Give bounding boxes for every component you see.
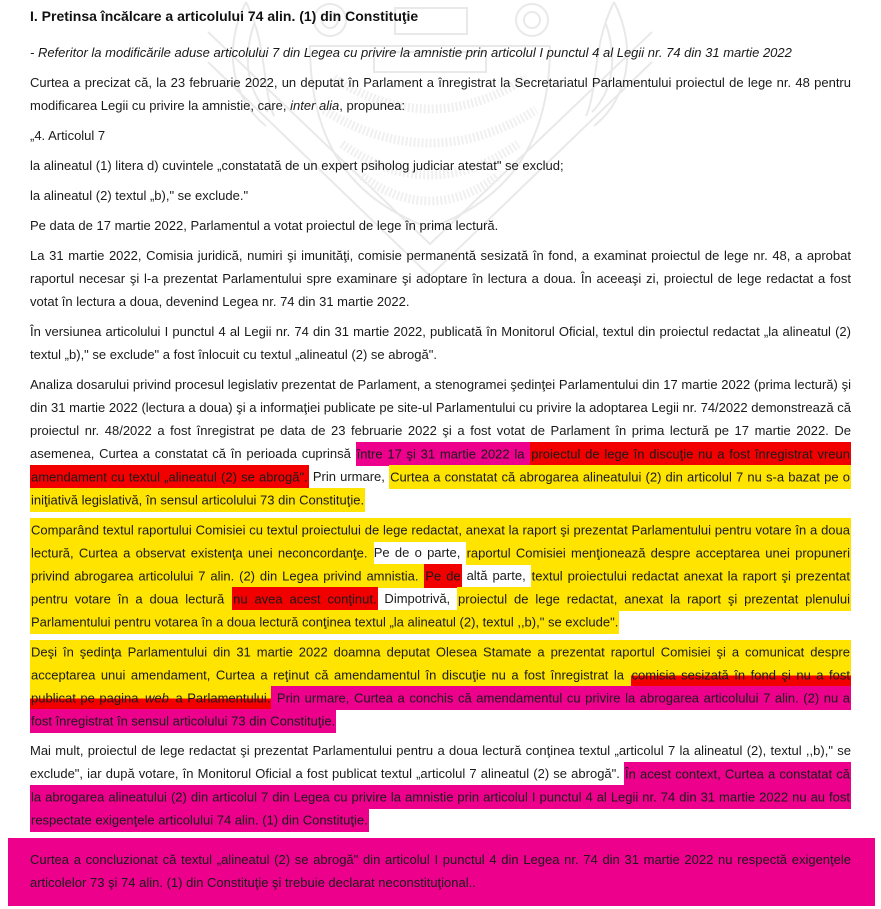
highlight-yellowred-segment: web [144,686,170,710]
highlight-yellowred-segment: comisia sesizată în fond şi nu a fost publicat pe pagina [30,663,851,710]
paragraph-curtea-precizat [30,71,851,117]
text-segment: - Referitor la modificările aduse articolului 7 din Legea cu privire la amnistie prin articolul I punctul 4 al Legii nr. 74 din 31 martie 2022 [30,45,792,60]
subheading-referitor [30,41,851,64]
paragraph-pe-data [30,214,851,237]
paragraph-alineatul-1 [30,154,851,177]
paragraph-desi-in-sedinta [30,640,851,732]
text-segment: În versiunea articolului I punctul 4 al Legii nr. 74 din 31 martie 2022, publicată în Monitorul Oficial, textul din proiectul redactat „la alineatul (2) textul „b)," se exclude" a fost înlocuit cu textul „alineatul (2) se abrogă". [30,324,851,362]
text-segment: , propunea: [339,98,406,113]
text-segment: Analiza dosarului privind procesul legislativ prezentat de Parlament, a stenogramei şedinţei Parlamentului din 17 martie 2022 (prima lectură) şi din 31 martie 2022 (lectura a doua) şi a informaţiei publicate pe site-ul Parlamentului cu privire la adoptarea Legii nr. 74/2022 demonstrează că proiectul nr. 48/2022 a fost înregistrat pe data de 23 februarie 2022 şi a fost votat de Parlament în prima lectură pe 17 martie 2022. De asemenea, Curtea a constatat că în perioada cuprinsă [30,377,851,461]
highlight-yellow-segment: raportul Comisiei menţionează despre acceptarea unei propuneri privind abrogarea articolului 7 alin. (2) din Legea privind amnistia. [30,541,851,588]
paragraph-analiza-dosarului [30,373,851,511]
paragraph-mai-mult [30,739,851,831]
text-segment: „4. Articolul 7 [30,128,106,143]
highlight-magenta-segment: În acest context, Curtea a constatat că la abrogarea alineatului (2) din articolul 7 din Legea cu privire la amnistie prin articolul I punctul 4 al Legii nr. 74 din 31 martie 2022 nu au fost respectate exigenţele articolului 74 alin. (1) din Constituţie. [30,762,851,832]
highlight-magenta-segment: Prin urmare, Curtea a conchis că amendamentul cu privire la abrogarea articolului 7 alin. (2) nu a fost înregistrat în sensul articolului 73 din Constituţie. [30,686,851,733]
text-segment: Pe data de 17 martie 2022, Parlamentul a votat proiectul de lege în prima lectură. [30,218,499,233]
text-segment: Mai mult, proiectul de lege redactat şi prezentat Parlamentului pentru a doua lectură conţinea textul „articolul 7 la alineatul (2), textul ,,b)," se exclude", iar după votare, în Monitorul Oficial a fost publicat textul „articolul 7 alineatul (2) se abrogă". [30,743,851,781]
paragraph-curtea-concluzionat [8,838,875,906]
text-segment: la alineatul (1) litera d) cuvintele „constatată de un expert psiholog judiciar atestat" se exclud; [30,158,564,173]
highlight-yellow-segment: textul proiectului redactat anexat la raport şi prezentat pentru votare în a doua lectură [30,564,851,611]
highlight-magenta-segment: între 17 şi 31 martie 2022 la [356,442,531,466]
paragraph-la-31-martie [30,244,851,313]
highlight-yellow-segment: Curtea a constatat că abrogarea alineatului (2) din articolul 7 nu s-a bazat pe o iniţiativă legislativă, în sensul articolului 73 din Constituţie. [30,465,851,512]
text-segment: altă parte, [461,568,531,583]
text-segment: Pe de o parte, [373,545,466,560]
paragraph-alineatul-2 [30,184,851,207]
highlight-yellowred-segment: a Parlamentului. [170,686,271,710]
text-segment: inter alia [290,98,340,113]
section-heading: I. Pretinsa încălcare a articolului 74 alin. (1) din Constituţie [30,8,419,24]
text-segment: Dimpotrivă, [377,591,458,606]
highlight-yellow-segment: Deşi în şedinţa Parlamentului din 31 martie 2022 doamna deputat Olesea Stamate a prezentat raportul Comisiei şi a comunicat despre acceptarea unui amendament, Curtea a reţinut că amendamentul în discuţie nu a fost înregistrat la [30,640,851,687]
paragraph-comparand [30,518,851,633]
paragraph-in-versiunea [30,320,851,366]
highlight-red-segment: nu avea acest conţinut. [232,587,377,611]
highlight-yellow-segment: proiectul de lege redactat, anexat la raport şi prezentat plenului Parlamentului pentru votarea în a doua lectură conţinea textul „la alineatul (2), textul ,,b)," se exclude". [30,587,851,634]
text-segment: Prin urmare, [308,469,390,484]
highlight-yellow-segment: Comparând textul raportului Comisiei cu textul proiectului de lege redactat, anexat la raport şi prezentat Parlamentului pentru votare în a doua lectură, Curtea a observat existenţa unei neconcordanţe. [30,518,851,565]
text-segment: la alineatul (2) textul „b)," se exclude." [30,188,249,203]
highlight-red-segment: proiectul de lege în discuţie nu a fost înregistrat vreun amendament cu textul „alineatul (2) se abrogă". [30,442,851,489]
text-segment: La 31 martie 2022, Comisia juridică, numiri şi imunităţi, comisie permanentă sesizată în fond, a examinat proiectul de lege nr. 48, a aprobat raportul necesar şi l-a prezentat Parlamentului spre examinare şi adoptare în lectura a doua. În aceeaşi zi, proiectul de lege redactat a fost votat în lectura a doua, devenind Legea nr. 74 din 31 martie 2022. [30,248,851,309]
highlight-red-segment: Pe de [424,564,461,588]
paragraph-articolul-7 [30,124,851,147]
text-segment: Curtea a precizat că, la 23 februarie 2022, un deputat în Parlament a înregistrat la Secretariatul Parlamentului proiectul de lege nr. 48 pentru modificarea Legii cu privire la amnistie, care, [30,75,851,113]
text-segment: Curtea a concluzionat că textul „alineatul (2) se abrogă" din articolul I punctul 4 din Legea nr. 74 din 31 martie 2022 nu respectă exigenţele articolelor 73 şi 74 alin. (1) din Constituţie şi trebuie declarat neconstituţional.. [30,852,851,890]
